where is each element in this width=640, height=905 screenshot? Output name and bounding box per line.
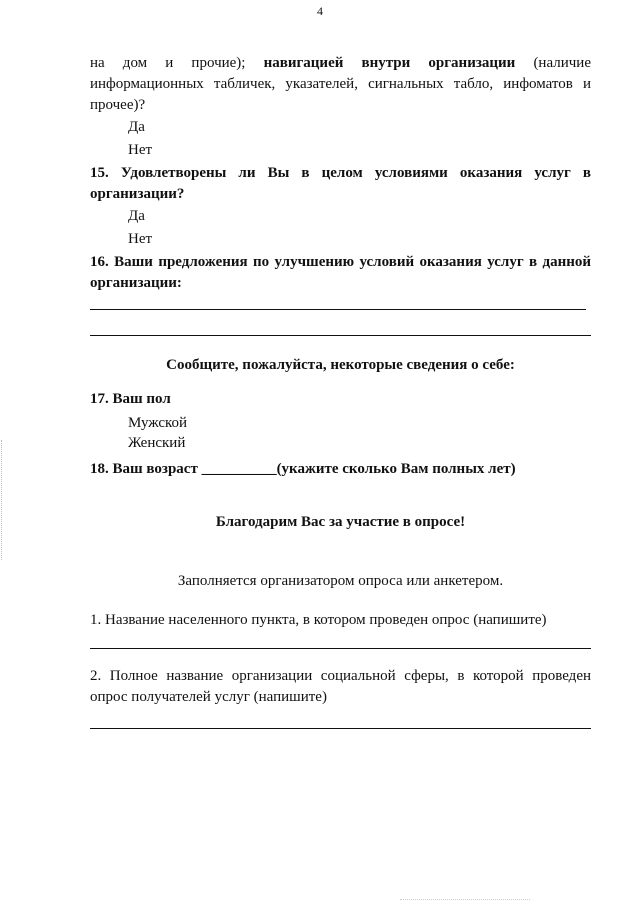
org-q2-answer-line[interactable] [90,708,591,729]
scan-bottom-marks [400,899,530,901]
q15-option-no[interactable]: Нет [128,231,153,247]
q14-bold: навигацией внутри организации [263,55,516,71]
org-q1-text: 1. Название населенного пункта, в котором проведен опрос (напишите) [90,612,547,628]
survey-content [90,53,591,729]
q18-label: 18. Ваш возраст [90,461,198,477]
scan-edge-marks [1,440,3,560]
q14-continued-text [90,53,591,116]
q18-question [90,459,591,480]
q15-option-yes[interactable]: Да [128,208,145,224]
q14-option-yes[interactable]: Да [128,119,145,135]
q15-question [90,163,591,205]
q16-text: 16. Ваши предложения по улучшению условий оказания услуг в данной организации: [90,254,591,291]
thanks-message: Благодарим Вас за участие в опросе! [215,514,466,530]
q18-age-blank[interactable]: __________ [201,461,277,477]
q17-question [90,389,591,410]
q16-answer-line-2[interactable] [90,310,591,336]
page-number: 4 [317,4,323,18]
q16-answer-line-1[interactable] [90,294,586,310]
q17-option-male[interactable]: Мужской [128,415,188,431]
q14-option-no[interactable]: Нет [128,142,153,158]
q18-hint: (укажите сколько Вам полных лет) [276,461,516,477]
q14-part1: на дом и прочие); [90,55,264,71]
q17-option-female[interactable]: Женский [128,435,186,451]
q14-part2: (наличие информационных табличек, указателей, сигнальных табло, инфоматов и прочее)? [90,55,591,113]
about-heading: Сообщите, пожалуйста, некоторые сведения о себе: [166,357,515,373]
q16-question [90,252,591,294]
q17-text: 17. Ваш пол [90,391,171,407]
org-q1-answer-line[interactable] [90,631,591,649]
organizer-note: Заполняется организатором опроса или анкетером. [177,573,504,589]
org-q2-text: 2. Полное название организации социальной сферы, в которой проведен опрос получателей услуг (напишите) [90,668,591,705]
q15-text: 15. Удовлетворены ли Вы в целом условиями оказания услуг в организации? [90,165,591,202]
